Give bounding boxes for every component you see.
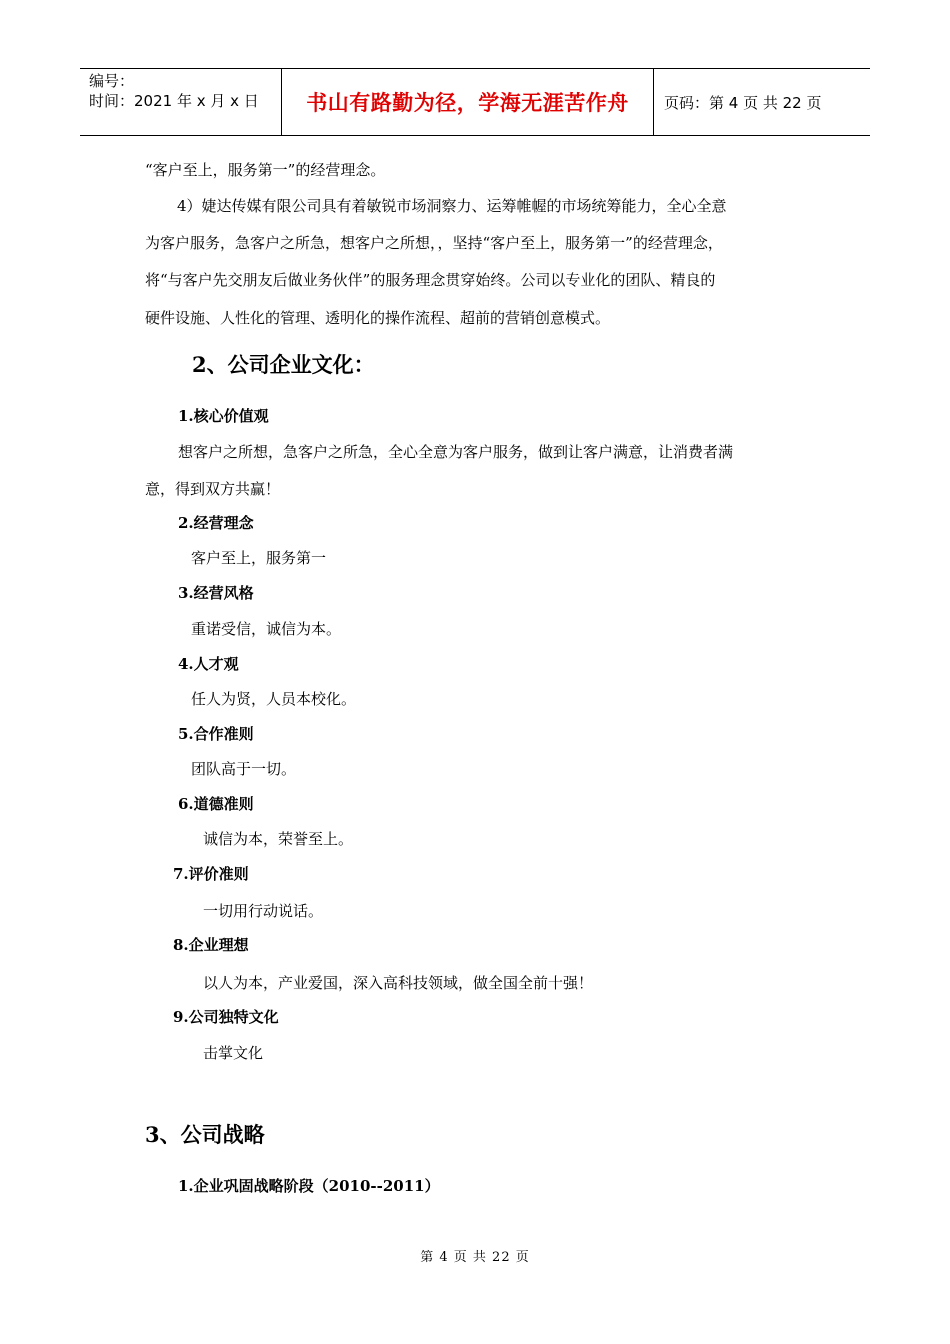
header-meta-cell (80, 69, 281, 135)
header-page-number: 页码：第 4 页 共 22 页 (664, 93, 822, 112)
intro-line: “客户至上，服务第一”的经营理念。 (145, 161, 386, 179)
culture-item-text: 击掌文化 (203, 1044, 264, 1062)
section-heading-culture: 2、公司企业文化： (192, 352, 375, 377)
paragraph-4-line: 4）婕达传媒有限公司具有着敏锐市场洞察力、运筹帷幄的市场统筹能力，全心全意 (177, 197, 727, 215)
page-header (80, 68, 870, 136)
culture-item-text: 以人为本，产业爱国，深入高科技领域，做全国全前十强！ (203, 974, 594, 992)
paragraph-4-line: 为客户服务，急客户之所急，想客户之所想，，坚持“客户至上，服务第一”的经营理念， (145, 234, 723, 252)
culture-item-title: 2.经营理念 (178, 514, 254, 532)
culture-item-text: 意，得到双方共赢！ (145, 480, 281, 498)
culture-item-text: 想客户之所想，急客户之所急，全心全意为客户服务，做到让客户满意，让消费者满 (178, 443, 734, 461)
culture-item-title: 7.评价准则 (173, 865, 249, 883)
culture-item-title: 1.核心价值观 (178, 407, 269, 425)
culture-item-title: 9.公司独特文化 (173, 1008, 279, 1026)
culture-item-text: 任人为贤，人员本校化。 (191, 690, 357, 708)
culture-item-text: 诚信为本，荣誉至上。 (203, 830, 354, 848)
culture-item-title: 3.经营风格 (178, 584, 254, 602)
header-page-cell (654, 69, 870, 135)
header-motto-cell (281, 69, 654, 135)
paragraph-4-line: 硬件设施、人性化的管理、透明化的操作流程、超前的营销创意模式。 (145, 309, 611, 327)
strategy-item-title: 1.企业巩固战略阶段（2010--2011） (178, 1177, 440, 1195)
culture-item-title: 4.人才观 (178, 655, 239, 673)
culture-item-text: 团队高于一切。 (191, 760, 297, 778)
page-footer: 第 4 页 共 22 页 (420, 1250, 530, 1265)
header-motto: 书山有路勤为径，学海无涯苦作舟 (306, 91, 629, 115)
document-number-label: 编号： (89, 72, 135, 90)
culture-item-text: 重诺受信，诚信为本。 (191, 620, 342, 638)
culture-item-title: 5.合作准则 (178, 725, 254, 743)
culture-item-text: 客户至上，服务第一 (191, 549, 327, 567)
document-date: 时间：2021 年 x 月 x 日 (89, 92, 259, 110)
culture-item-text: 一切用行动说话。 (203, 902, 324, 920)
culture-item-title: 8.企业理想 (173, 936, 249, 954)
section-heading-strategy: 3、公司战略 (145, 1122, 265, 1147)
paragraph-4-line: 将“与客户先交朋友后做业务伙伴”的服务理念贯穿始终。公司以专业化的团队、精良的 (145, 271, 716, 289)
culture-item-title: 6.道德准则 (178, 795, 254, 813)
